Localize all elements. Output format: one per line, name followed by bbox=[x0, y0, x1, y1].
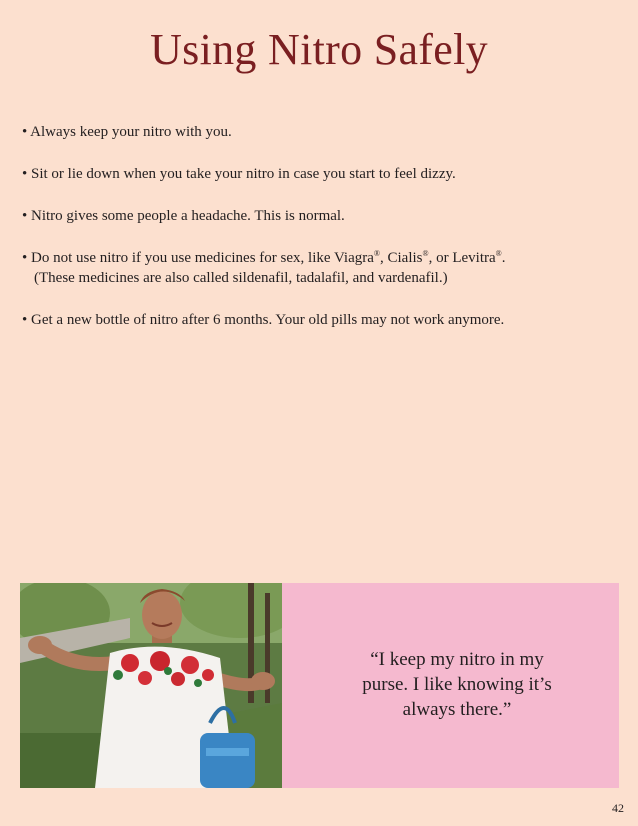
bullet-item bbox=[22, 310, 622, 330]
bullet-text-part: . bbox=[501, 250, 506, 266]
registered-mark: ® bbox=[373, 249, 380, 258]
bullet-item bbox=[22, 122, 622, 142]
bullet-text: • Always keep your nitro with you. bbox=[22, 124, 232, 140]
bullet-item bbox=[22, 164, 622, 184]
bullet-item bbox=[22, 206, 622, 226]
bullet-text-part: , Cialis bbox=[380, 250, 423, 266]
bullet-item bbox=[22, 248, 622, 288]
woman-photo bbox=[20, 583, 282, 788]
woman-photo-illustration bbox=[20, 583, 282, 788]
bullet-text: • Get a new bottle of nitro after 6 months. Your old pills may not work anymore. bbox=[22, 312, 505, 328]
testimonial-quote bbox=[312, 647, 602, 722]
bullet-subtext: (These medicines are also called sildenafil, tadalafil, and vardenafil.) bbox=[34, 270, 448, 286]
bullet-text-part: , or Levitra bbox=[428, 250, 496, 266]
bullet-text: • Sit or lie down when you take your nitro in case you start to feel dizzy. bbox=[22, 166, 456, 182]
bullet-text: • Nitro gives some people a headache. This is normal. bbox=[22, 208, 345, 224]
page-title: Using Nitro Safely bbox=[150, 25, 488, 74]
quote-box bbox=[282, 583, 619, 788]
quote-line: always there.” bbox=[402, 699, 512, 720]
quote-line: purse. I like knowing it’s bbox=[362, 674, 552, 695]
page-number: 42 bbox=[612, 801, 624, 815]
quote-line: “I keep my nitro in my bbox=[370, 649, 544, 670]
bullet-list bbox=[22, 122, 622, 352]
registered-mark: ® bbox=[422, 249, 429, 258]
bullet-text-part: • Do not use nitro if you use medicines for sex, like Viagra bbox=[22, 250, 374, 266]
registered-mark: ® bbox=[495, 249, 502, 258]
bullet-text bbox=[22, 248, 622, 268]
